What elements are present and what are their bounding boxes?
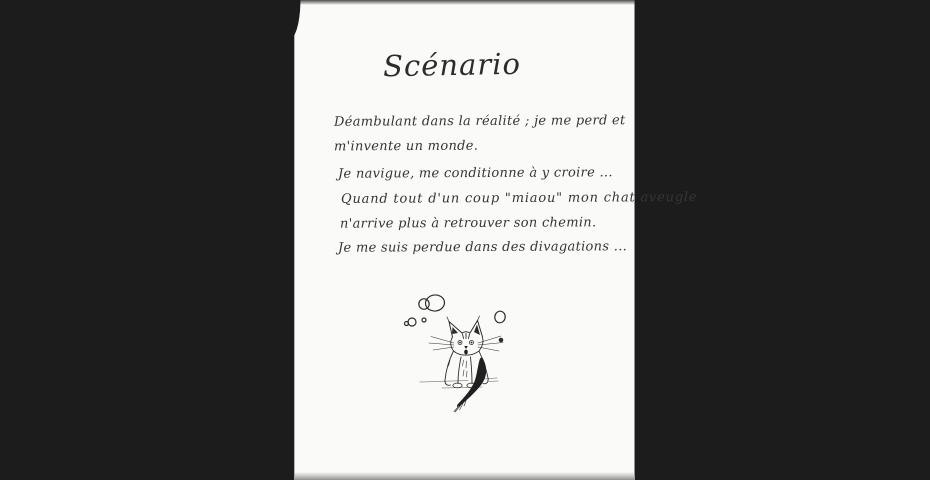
thought-bubbles <box>405 294 507 342</box>
page-corner-shadow <box>290 0 300 38</box>
scanned-page <box>294 0 698 480</box>
cat-left-ear <box>449 322 462 338</box>
handwritten-line: m'invente un monde. <box>333 138 479 155</box>
handwritten-line: Je navigue, me conditionne à y croire ... <box>337 165 613 182</box>
cat-figure <box>429 316 503 412</box>
handwritten-line: n'arrive plus à retrouver son chemin. <box>339 215 597 232</box>
handwritten-line: Je me suis perdue dans des divagations ... <box>337 239 628 256</box>
handwritten-line: Quand tout d'un coup "miaou" mon chat aveugle <box>340 190 698 207</box>
page-title: Scénario <box>382 46 522 84</box>
handwritten-line: Déambulant dans la réalité ; je me perd et <box>333 113 626 130</box>
cat-sketch <box>394 285 524 420</box>
